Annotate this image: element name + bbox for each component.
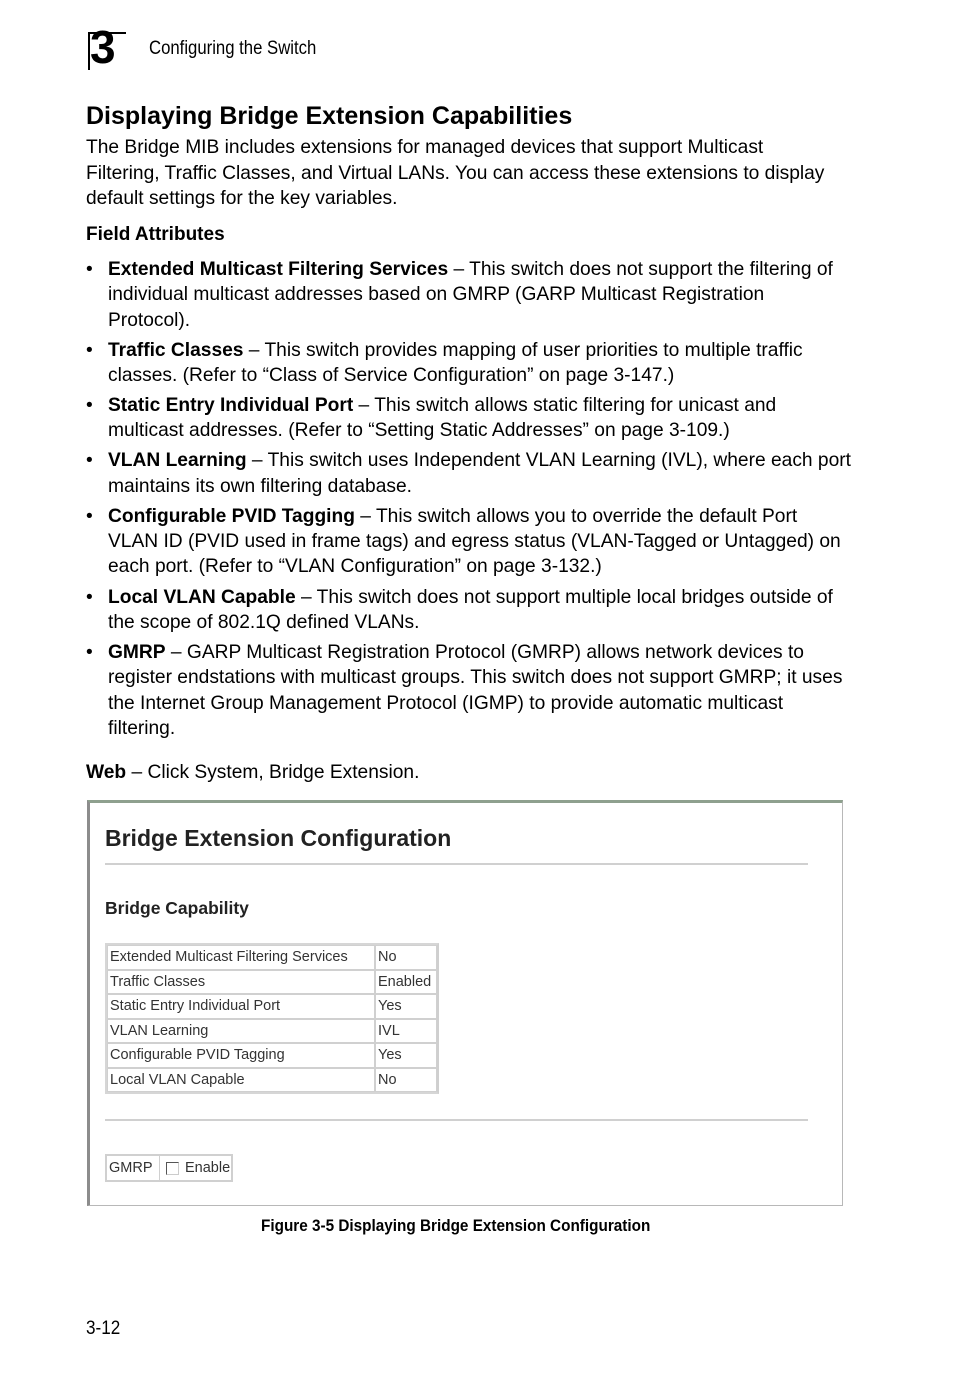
- web-instruction: Web – Click System, Bridge Extension.: [86, 762, 420, 783]
- row-key: Local VLAN Capable: [107, 1068, 375, 1093]
- page-number: 3-12: [86, 1318, 121, 1339]
- attribute-item: • Configurable PVID Tagging – This switch allows you to override the default Port VLAN ID (PVID used in frame tags) and egress status (VLAN-Tagged or Untagged) on each port. (Refer to “VLAN Configuration” on page 3-132.): [86, 505, 841, 578]
- row-key: Configurable PVID Tagging: [107, 1043, 375, 1068]
- figure-screenshot: [87, 800, 843, 1206]
- row-value: Enabled: [375, 970, 437, 995]
- figure-subtitle: Bridge Capability: [105, 898, 249, 918]
- gmrp-enable-checkbox[interactable]: [166, 1162, 179, 1175]
- table-row: [107, 1068, 437, 1093]
- attribute-list: [86, 257, 851, 746]
- table-row: [107, 945, 437, 970]
- row-value: Yes: [375, 1043, 437, 1068]
- row-key: Static Entry Individual Port: [107, 994, 375, 1019]
- table-row: [107, 994, 437, 1019]
- attribute-item: • VLAN Learning – This switch uses Independent VLAN Learning (IVL), where each port maintains its own filtering database.: [86, 450, 851, 497]
- chapter-number: 3: [90, 21, 116, 73]
- gmrp-enable-label: Enable: [185, 1160, 231, 1176]
- figure-caption: Figure 3-5 Displaying Bridge Extension Configuration: [261, 1216, 651, 1235]
- running-title: Configuring the Switch: [149, 38, 317, 59]
- table-row: [107, 970, 437, 995]
- gmrp-label: GMRP: [107, 1156, 160, 1180]
- field-attributes-heading: Field Attributes: [86, 224, 225, 245]
- figure-title: Bridge Extension Configuration: [105, 825, 452, 851]
- row-key: Extended Multicast Filtering Services: [107, 945, 375, 970]
- section-divider: [105, 1119, 808, 1121]
- row-value: Yes: [375, 994, 437, 1019]
- attribute-item: • Local VLAN Capable – This switch does not support multiple local bridges outside of the scope of 802.1Q defined VLANs.: [86, 586, 833, 633]
- attribute-item: • GMRP – GARP Multicast Registration Protocol (GMRP) allows network devices to register endstations with multicast groups. This switch does not support GMRP; it uses the Internet Group Management Protocol (IGMP) to provide automatic multicast filtering.: [86, 641, 843, 739]
- attribute-item: • Static Entry Individual Port – This switch allows static filtering for unicast and multicast addresses. (Refer to “Setting Static Addresses” on page 3-109.): [86, 395, 777, 442]
- attribute-item: • Traffic Classes – This switch provides mapping of user priorities to multiple traffic classes. (Refer to “Class of Service Configuration” on page 3-147.): [86, 339, 803, 386]
- row-key: Traffic Classes: [107, 970, 375, 995]
- gmrp-control: [105, 1154, 233, 1182]
- capability-table: [105, 943, 439, 1094]
- attribute-item: • Extended Multicast Filtering Services – This switch does not support the filtering of individual multicast addresses based on GMRP (GARP Multicast Registration Protocol).: [86, 259, 833, 331]
- table-row: [107, 1043, 437, 1068]
- row-key: VLAN Learning: [107, 1019, 375, 1044]
- row-value: No: [375, 945, 437, 970]
- intro-paragraph: The Bridge MIB includes extensions for managed devices that support Multicast Filtering, Traffic Classes, and Virtual LANs. You can access these extensions to display default settings for the key variables.: [86, 137, 825, 209]
- table-row: [107, 1019, 437, 1044]
- row-value: No: [375, 1068, 437, 1093]
- title-divider: [105, 863, 808, 865]
- row-value: IVL: [375, 1019, 437, 1044]
- section-title: Displaying Bridge Extension Capabilities: [86, 102, 573, 130]
